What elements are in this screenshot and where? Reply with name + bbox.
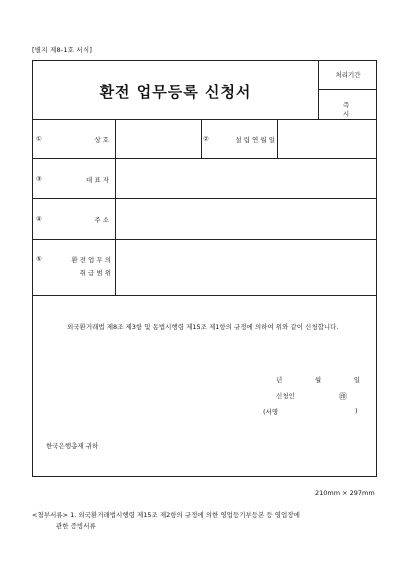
form-label: [별지 제8-1호 서식] bbox=[32, 46, 93, 54]
field-number: ① bbox=[36, 135, 42, 143]
field-label-establishment-date: ② 설 립 연 월 일 bbox=[203, 135, 275, 144]
field-number: ④ bbox=[36, 215, 42, 223]
exchange-scope-field[interactable] bbox=[117, 241, 375, 293]
attachment-item-continued: 관한 증빙서류 bbox=[56, 522, 96, 530]
date-year: 년 bbox=[276, 376, 283, 384]
date-day: 일 bbox=[353, 376, 360, 384]
date-month: 월 bbox=[314, 376, 322, 384]
row-divider bbox=[33, 295, 376, 296]
field-number: ② bbox=[203, 135, 209, 143]
row-divider bbox=[33, 119, 376, 120]
processing-period-header: 처리기간 bbox=[335, 71, 361, 79]
addressee: 한국은행총재 귀하 bbox=[46, 442, 99, 450]
column-divider bbox=[201, 119, 202, 158]
representative-field[interactable] bbox=[117, 160, 375, 196]
attachments bbox=[32, 510, 372, 521]
application-date bbox=[276, 375, 360, 384]
address-field[interactable] bbox=[117, 200, 375, 237]
signature-close: ) bbox=[355, 407, 358, 415]
field-number: ⑤ bbox=[36, 255, 42, 263]
row-divider bbox=[33, 239, 376, 240]
processing-row-divider bbox=[318, 89, 376, 90]
company-name-field[interactable] bbox=[117, 121, 199, 156]
row-divider bbox=[33, 198, 376, 199]
field-label-representative: ③ 대 표 자 bbox=[36, 175, 109, 184]
signature-open: (서명 bbox=[263, 408, 279, 416]
application-form bbox=[32, 60, 377, 477]
processing-period-value: 즉 시 bbox=[342, 101, 364, 118]
column-divider bbox=[277, 119, 278, 158]
form-title: 환전 업무등록 신청서 bbox=[99, 83, 252, 101]
label-column-divider bbox=[115, 119, 116, 295]
field-label-exchange-scope: ⑤ 환 전 업 무 의 취 급 범 위 bbox=[36, 255, 111, 277]
establishment-date-field[interactable] bbox=[279, 121, 375, 156]
field-number: ③ bbox=[36, 175, 42, 183]
attachments-label: <첨부서류> bbox=[32, 511, 69, 519]
field-label-company-name: ① 상 호 bbox=[36, 135, 109, 144]
applicant-label: 신청인 bbox=[276, 392, 295, 400]
row-divider bbox=[33, 158, 376, 159]
attachment-item: 1. 외국환거래법시행령 제15조 제2항의 규정에 의한 영업등기부등본 등 영업장에 bbox=[70, 511, 300, 519]
field-label-address: ④ 주 소 bbox=[36, 215, 109, 224]
seal-mark: ㊞ bbox=[339, 392, 347, 401]
declaration-text: 외국환거래법 제8조 제3항 및 동법시행령 제15조 제1항의 규정에 의하여 위와 같이 신청합니다. bbox=[67, 323, 339, 331]
paper-size-note: 210mm × 297mm bbox=[315, 489, 375, 497]
